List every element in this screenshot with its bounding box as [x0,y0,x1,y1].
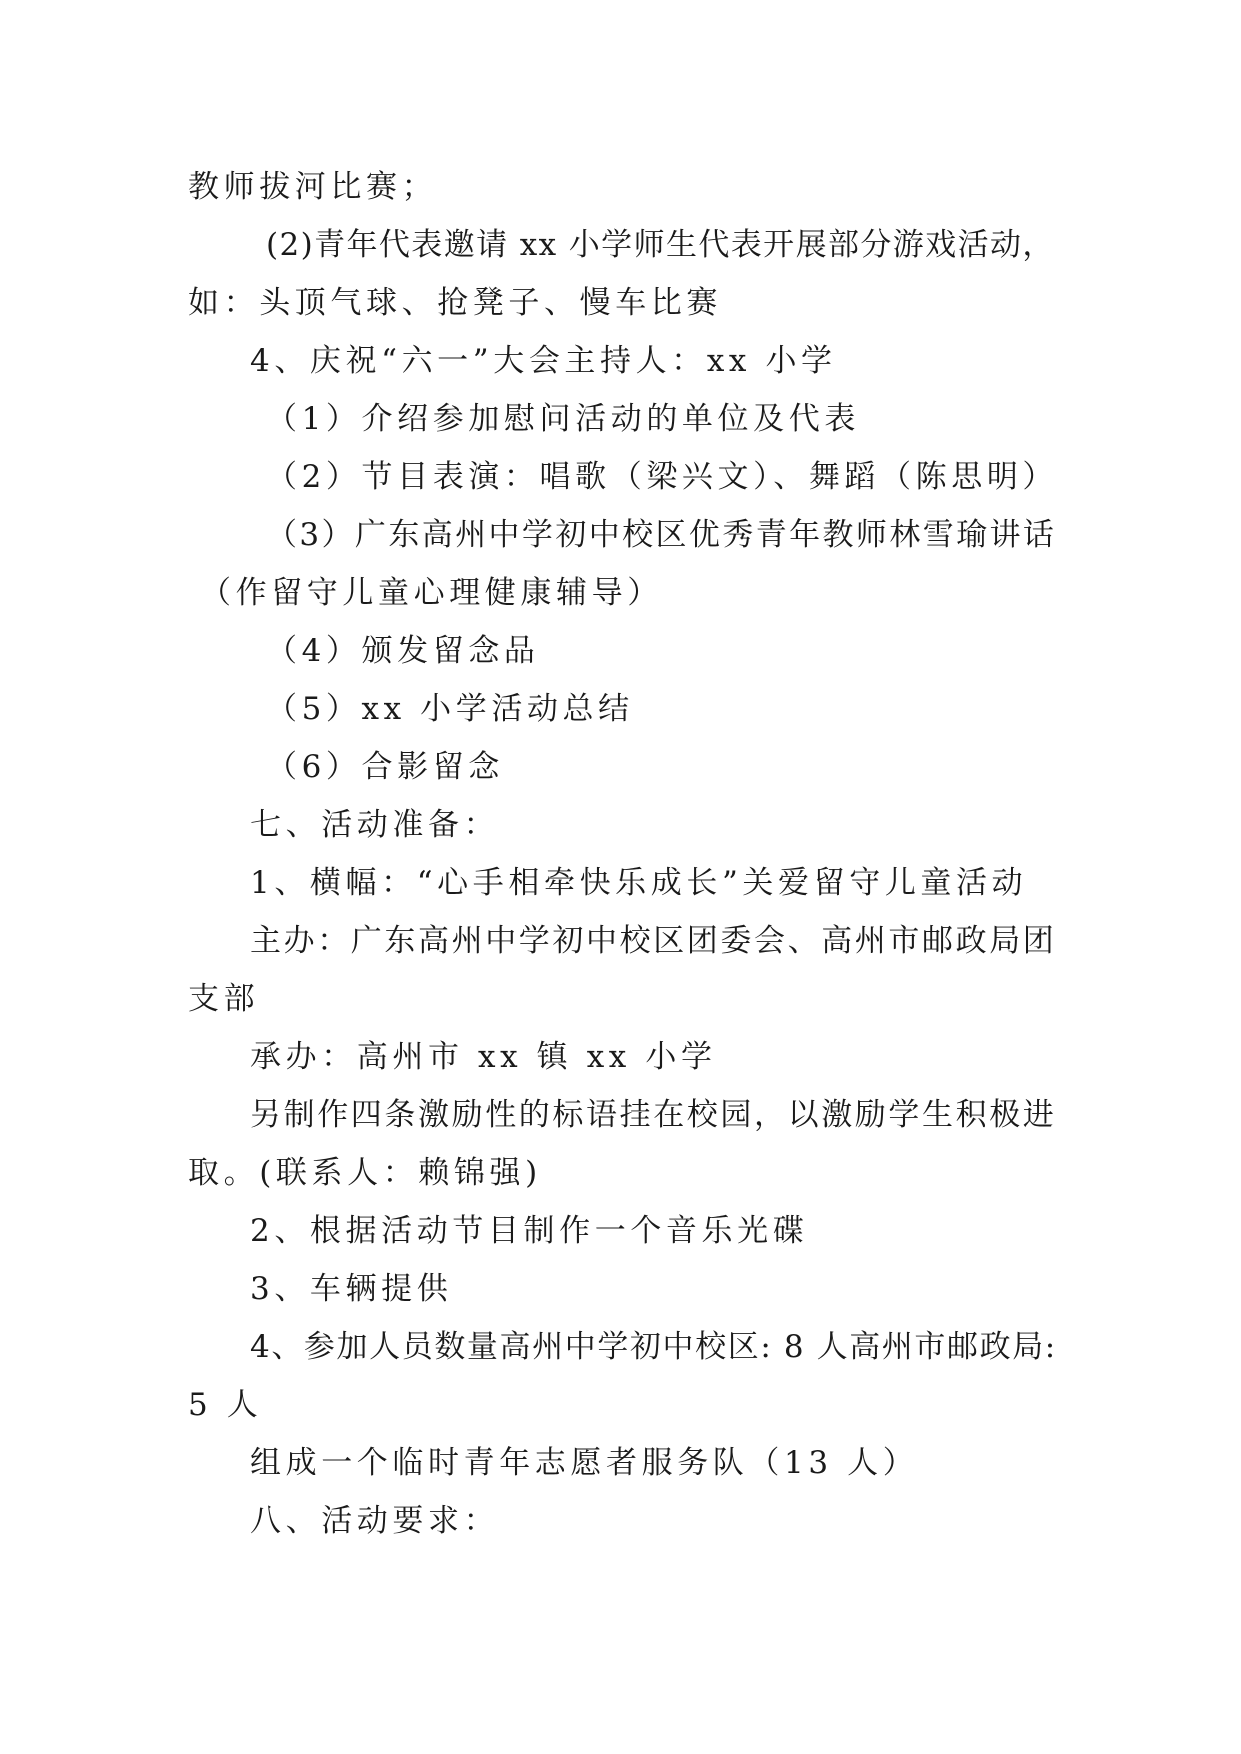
text-line: 另制作四条激励性的标语挂在校园，以激励学生积极进 [250,1097,1057,1133]
text-line: （作留守儿童心理健康辅导） [200,575,663,611]
text-line: 教师拔河比赛； [188,169,438,205]
text-line: 2、根据活动节目制作一个音乐光碟 [250,1213,809,1249]
text-line: 组成一个临时青年志愿者服务队（13 人） [250,1445,919,1481]
text-line: (2)青年代表邀请 xx 小学师生代表开展部分游戏活动， [266,227,1055,263]
text-line: 4、参加人员数量高州中学初中校区: 8 人高州市邮政局: [250,1329,1057,1365]
text-line: 5 人 [188,1387,263,1423]
text-line: 取。(联系人：赖锦强) [188,1155,542,1191]
text-line: 承办：高州市 xx 镇 xx 小学 [250,1039,717,1075]
text-line: （5）xx 小学活动总结 [266,691,634,727]
text-line: 4、庆祝“六一”大会主持人：xx 小学 [250,343,837,379]
text-line: 如：头顶气球、抢凳子、慢车比赛 [188,285,722,321]
text-line: （6）合影留念 [266,749,504,785]
text-line: 主办：广东高州中学初中校区团委会、高州市邮政局团 [250,923,1057,959]
text-line: （3）广东高州中学初中校区优秀青年教师林雪瑜讲话 [266,517,1057,553]
section-heading: 八、活动要求： [250,1503,500,1539]
text-line: 支部 [188,981,260,1017]
text-line: 3、车辆提供 [250,1271,453,1307]
text-line: （2）节目表演：唱歌（梁兴文）、舞蹈（陈思明） [266,459,1059,495]
text-line: （1）介绍参加慰问活动的单位及代表 [266,401,860,437]
text-line: （4）颁发留念品 [266,633,540,669]
text-line: 1、横幅：“心手相牵快乐成长”关爱留守儿童活动 [250,865,1028,901]
section-heading: 七、活动准备： [250,807,500,843]
